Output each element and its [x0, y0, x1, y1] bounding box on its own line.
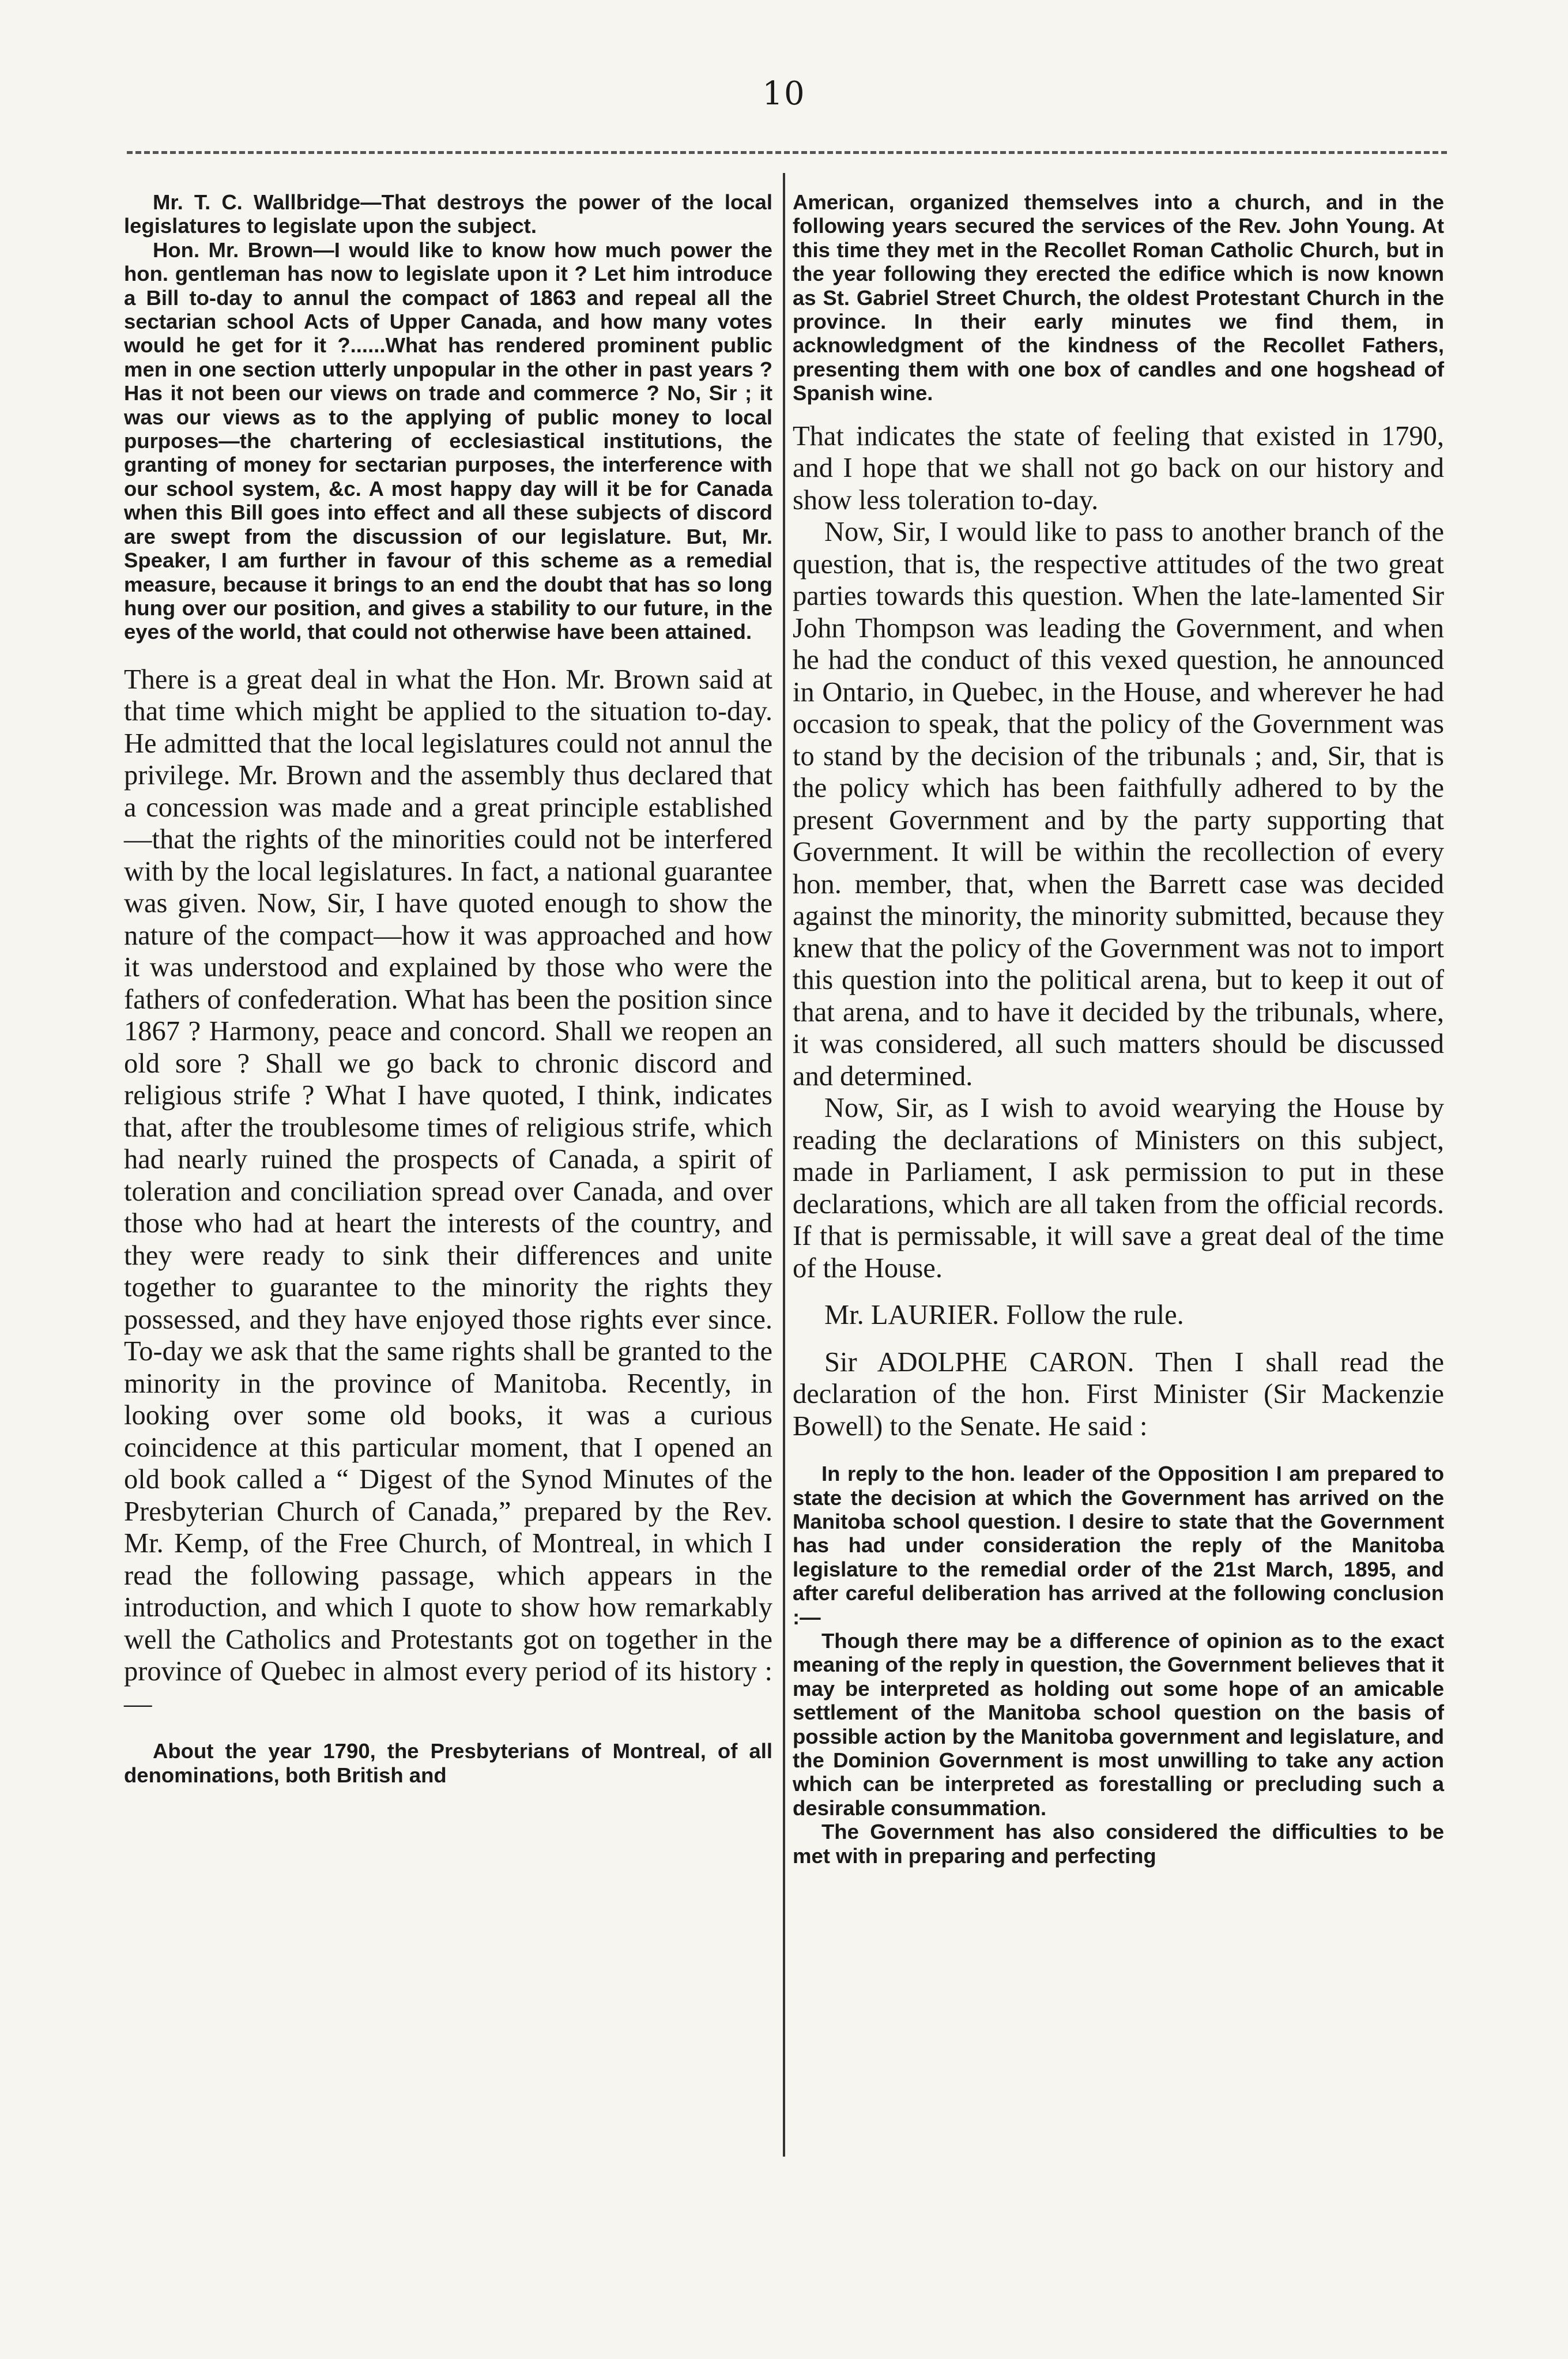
speech-paragraph: There is a great deal in what the Hon. Mr. Brown said at that time which might be applied to the situation to-day. He admitted that the local legislatures could not annul the privilege. Mr. Brown and the assembly thus declared that a concession was made and a great principle established —that the rights of the minorities could not be interfered with by the local legislatures. In fact, a national guarantee was given. Now, Sir, I have quoted enough to show the nature of the compact—how it was approached and how it was understood and explained by those who were the fathers of confederation. What has been the position since 1867 ? Harmony, peace and concord. Shall we reopen an old sore ? Shall we go back to chronic discord and religious strife ? What I have quoted, I think, indicates that, after the troublesome times of religious strife, which had nearly ruined the prospects of Canada, a spirit of toleration and conciliation spread over Canada, and over those who had at heart the interests of the country, and they were ready to sink their differences and unite together to guarantee to the minority the rights they possessed, and they have enjoyed those rights ever since. To-day we ask that the same rights shall be granted to the minority in the province of Manitoba. Recently, in looking over some old books, it was a curious coincidence at this particular moment, that I opened an old book called a “ Digest of the Synod Minutes of the Presbyterian Church of Canada,” prepared by the Rev. Mr. Kemp, of the Free Church, of Montreal, in which I read the following passage, which appears in the introduction, and which I quote to show how remarkably well the Catholics and Protestants got on together in the province of Quebec in almost every period of its history :— [124, 664, 772, 1719]
speech-paragraph: Now, Sir, as I wish to avoid wearying the House by reading the declarations of Ministers on this subject, made in Parliament, I ask permission to put in these declarations, which are all taken from the official records. If that is permissable, it will save a great deal of the time of the House. [793, 1093, 1444, 1284]
speaker-line: Mr. LAURIER. Follow the rule. [824, 1300, 1184, 1331]
page-number: 10 [762, 75, 806, 112]
quote-paragraph: American, organized themselves into a church, and in the following years secured the services of the Rev. John Young. At this time they met in the Recollet Roman Catholic Church, but in the year following they erected the edifice which is now known as St. Gabriel Street Church, the oldest Protestant Church in the province. In their early minutes we find them, in acknowledgment of the kindness of the Recollet Fathers, presenting them with one box of candles and one hogshead of Spanish wine. [793, 190, 1444, 405]
quote-paragraph: About the year 1790, the Presbyterians of Montreal, of all denominations, both British and [124, 1739, 772, 1787]
quote-paragraph: Mr. T. C. Wallbridge—That destroys the power of the local legislatures to legislate upon the subject. [124, 190, 772, 238]
right-column [793, 190, 1444, 1868]
quote-paragraph: Though there may be a difference of opinion as to the exact meaning of the reply in question, the Government believes that it may be interpreted as holding out some hope of an amicable settlement of the Manitoba school question on the basis of possible action by the Manitoba government and legislature, and the Dominion Government is most unwilling to take any action which can be interpreted as forestalling or precluding such a desirable consummation. [793, 1629, 1444, 1820]
column-divider [783, 173, 785, 2157]
speaker-line: Sir ADOLPHE CARON. Then I shall read the declaration of the hon. First Minister (Sir Mackenzie Bowell) to the Senate. He said : [793, 1346, 1444, 1442]
quote-paragraph: In reply to the hon. leader of the Opposition I am prepared to state the decision at which the Government has arrived on the Manitoba school question. I desire to state that the Government has had under consideration the reply of the Manitoba legislature to the remedial order of the 21st March, 1895, and after careful deliberation has arrived at the following conclusion :— [793, 1462, 1444, 1629]
speech-paragraph: Now, Sir, I would like to pass to another branch of the question, that is, the respective attitudes of the two great parties towards this question. When the late-lamented Sir John Thompson was leading the Government, and when he had the conduct of this vexed question, he announced in Ontario, in Quebec, in the House, and wherever he had occasion to speak, that the policy of the Government was to stand by the decision of the tribunals ; and, Sir, that is the policy which has been faithfully adhered to by the present Government and by the party supporting that Government. It will be within the recollection of every hon. member, that, when the Barrett case was decided against the minority, the minority submitted, because they knew that the policy of the Government was not to import this question into the political arena, but to keep it out of that arena, and to have it decided by the tribunals, where, it was considered, all such matters should be discussed and determined. [793, 517, 1444, 1092]
quote-paragraph: Hon. Mr. Brown—I would like to know how much power the hon. gentleman has now to legislate upon it ? Let him introduce a Bill to-day to annul the compact of 1863 and repeal all the sectarian school Acts of Upper Canada, and how many votes would he get for it ?......What has rendered prominent public men in one section utterly unpopular in the other in past years ? Has it not been our views on trade and commerce ? No, Sir ; it was our views as to the applying of public money to local purposes—the chartering of ecclesiastical institutions, the granting of money for sectarian purposes, the interference with our school system, &c. A most happy day will it be for Canada when this Bill goes into effect and all these subjects of discord are swept from the discussion of our legislature. But, Mr. Speaker, I am further in favour of this scheme as a remedial measure, because it brings to an end the doubt that has so long hung over our position, and gives a stability to our future, in the eyes of the world, that could not otherwise have been attained. [124, 238, 772, 644]
left-column [124, 190, 772, 1787]
header-rule [127, 151, 1447, 154]
speech-paragraph: That indicates the state of feeling that existed in 1790, and I hope that we shall not go back on our history and show less toleration to-day. [793, 420, 1444, 516]
quote-paragraph: The Government has also considered the difficulties to be met with in preparing and perfecting [793, 1820, 1444, 1868]
